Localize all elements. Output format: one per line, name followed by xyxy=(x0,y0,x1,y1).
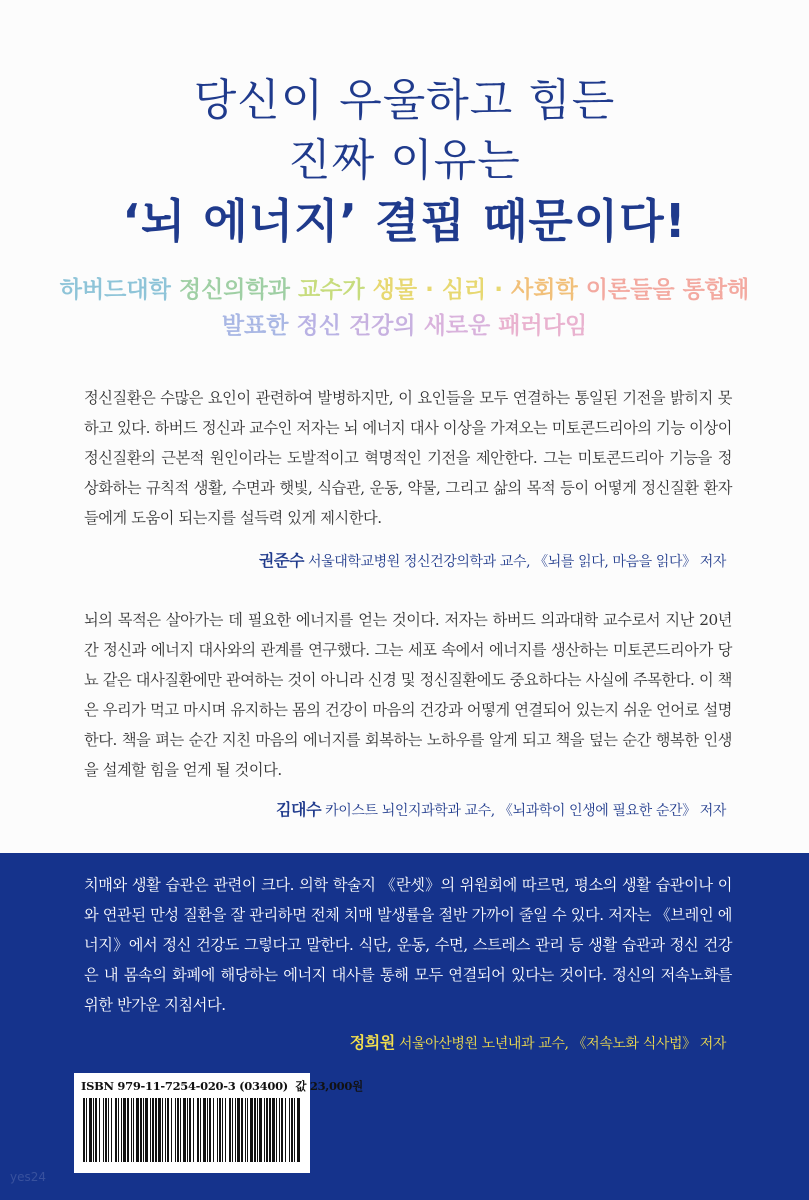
watermark: yes24 xyxy=(10,1170,47,1184)
isbn-barcode-box xyxy=(74,1073,363,1173)
tagline-segment: 정신 xyxy=(296,313,349,339)
headline-line-1: 당신이 우울하고 힘든 xyxy=(193,75,616,126)
review-3-text: 치매와 생활 습관은 관련이 크다. 의학 학술지 《란셋》의 위원회에 따르면, 평소의 생활 습관이나 이와 연관된 만성 질환을 잘 관리하면 전체 치매 발생률을 절반 가까이 줄일 수 있다. 저자는 《브레인 에너지》에서 정신 건강도 그렇다고 말한다. 식단, 운동, 수면, 스트레스 관리 등 생활 습관과 정신 건강은 내 몸속의 화폐에 해당하는 에너지 대사를 통해 모두 연결되어 있다는 것이다. 정신의 저속노화를 위한 반가운 지침서다. xyxy=(84,876,732,1014)
tagline-line-1 xyxy=(0,273,809,307)
tagline-segment: 정신의학과 xyxy=(178,277,298,303)
review-3-attribution xyxy=(350,1030,726,1053)
reviewer-name: 권준수 xyxy=(258,551,304,570)
headline-line-2: 진짜 이유는 xyxy=(288,135,521,186)
tagline-segment: 교수가 xyxy=(297,277,373,303)
isbn-number: ISBN 979-11-7254-020-3 (03400) xyxy=(81,1079,288,1093)
reviewer-affiliation: 서울아산병원 노년내과 교수, 《저속노화 식사법》 저자 xyxy=(398,1036,726,1052)
price-label: 값 23,000원 xyxy=(295,1079,363,1093)
reviewer-affiliation: 서울대학교병원 정신건강의학과 교수, 《뇌를 읽다, 마음을 읽다》 저자 xyxy=(308,554,726,570)
review-2-text: 뇌의 목적은 살아가는 데 필요한 에너지를 얻는 것이다. 저자는 하버드 의과대학 교수로서 지난 20년간 정신과 에너지 대사와의 관계를 연구했다. 그는 세포 속에서 에너지를 생산하는 미토콘드리아가 당뇨 같은 대사질환에만 관여하는 것이 아니라 신경 및 정신질환에도 중요하다는 사실에 주목한다. 이 책은 우리가 먹고 마시며 유지하는 몸의 건강이 마음의 건강과 어떻게 연결되어 있는지 쉬운 언어로 설명한다. 책을 펴는 순간 지친 마음의 에너지를 회복하는 노하우를 알게 되고 책을 덮는 순간 행복한 인생을 설계할 힘을 얻게 될 것이다. xyxy=(84,611,732,779)
isbn-label xyxy=(81,1078,363,1094)
reviewer-affiliation: 카이스트 뇌인지과학과 교수, 《뇌과학이 인생에 필요한 순간》 저자 xyxy=(325,803,726,819)
review-2-attribution xyxy=(276,797,726,820)
tagline-segment: 발표한 xyxy=(221,313,297,339)
reviewer-name: 정희원 xyxy=(349,1033,395,1052)
review-1-attribution xyxy=(259,548,726,571)
tagline-segment: 생물 · 심리 · xyxy=(372,277,512,303)
tagline-segment: 새로운 xyxy=(423,313,499,339)
reviewer-name: 김대수 xyxy=(276,800,322,819)
barcode-icon xyxy=(81,1098,303,1166)
tagline-segment: 사회학 xyxy=(511,277,586,303)
tagline-segment: 이론들을 통합해 xyxy=(585,277,750,303)
tagline-line-2 xyxy=(0,309,809,343)
headline-line-3: ‘뇌 에너지’ 결핍 때문이다! xyxy=(122,194,687,248)
tagline-segment: 하버드대학 xyxy=(59,277,179,303)
review-1-text: 정신질환은 수많은 요인이 관련하여 발병하지만, 이 요인들을 모두 연결하는 통일된 기전을 밝히지 못하고 있다. 하버드 정신과 교수인 저자는 뇌 에너지 대사 이상을 가져오는 미토콘드리아의 기능 이상이 정신질환의 근본적 원인이라는 도발적이고 혁명적인 기전을 제안한다. 그는 미토콘드리아 기능을 정상화하는 규칙적 생활, 수면과 햇빛, 식습관, 운동, 약물, 그리고 삶의 목적 등이 어떻게 정신질환 환자들에게 도움이 되는지를 설득력 있게 제시한다. xyxy=(84,389,732,527)
tagline-segment: 패러다임 xyxy=(498,313,588,339)
tagline-segment: 건강의 xyxy=(348,313,424,339)
